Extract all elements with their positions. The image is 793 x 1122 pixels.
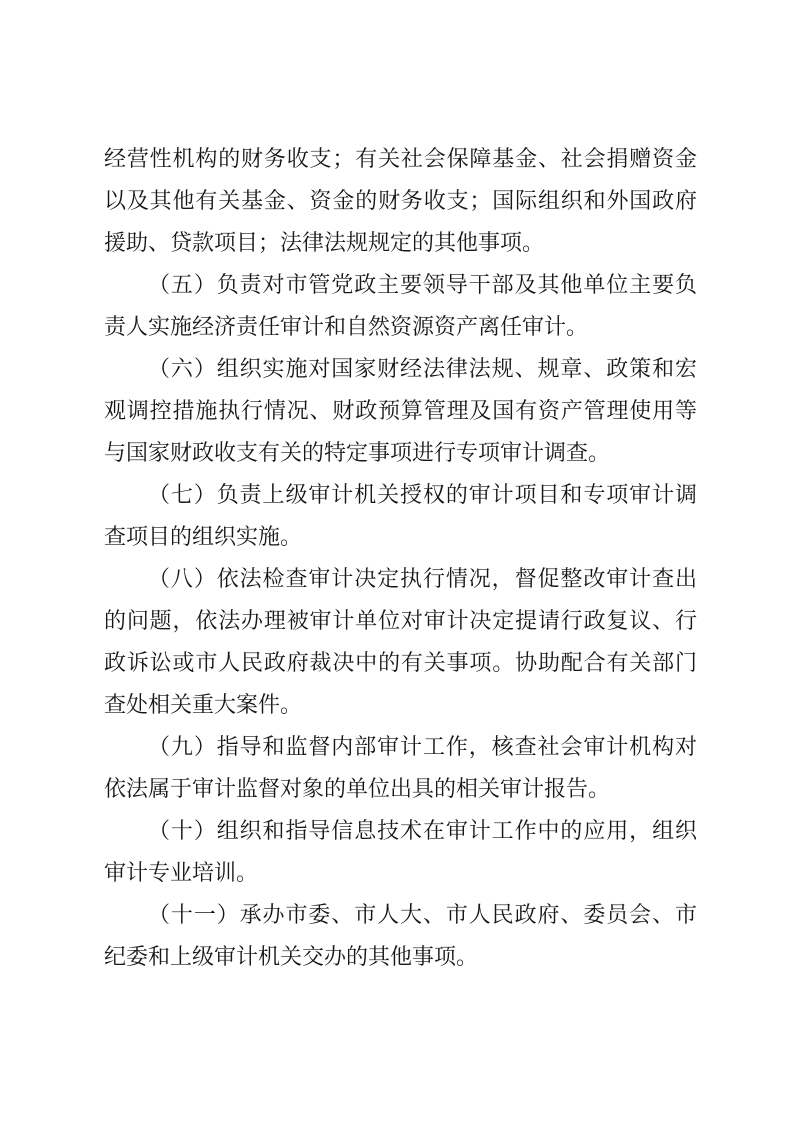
paragraph-item-9: （九）指导和监督内部审计工作，核查社会审计机构对依法属于审计监督对象的单位出具的相关审计报告。 [104,734,697,801]
paragraph-item-8: （八）依法检查审计决定执行情况，督促整改审计查出的问题，依法办理被审计单位对审计决定提请行政复议、行政诉讼或市人民政府裁决中的有关事项。协助配合有关部门查处相关重大案件。 [104,566,697,717]
paragraph-item-10: （十）组织和指导信息技术在审计工作中的应用，组织审计专业培训。 [104,818,697,885]
paragraph-item-5: （五）负责对市管党政主要领导干部及其他单位主要负责人实施经济责任审计和自然资源资产离任审计。 [104,272,697,339]
paragraph-continuation-top: 经营性机构的财务收支；有关社会保障基金、社会捐赠资金以及其他有关基金、资金的财务收支；国际组织和外国政府援助、贷款项目；法律法规规定的其他事项。 [104,146,697,255]
paragraph-item-7: （七）负责上级审计机关授权的审计项目和专项审计调查项目的组织实施。 [104,482,697,549]
document-body [104,138,697,978]
paragraph-item-11: （十一）承办市委、市人大、市人民政府、委员会、市纪委和上级审计机关交办的其他事项。 [104,902,697,969]
paragraph-item-6: （六）组织实施对国家财经法律法规、规章、政策和宏观调控措施执行情况、财政预算管理及国有资产管理使用等与国家财政收支有关的特定事项进行专项审计调查。 [104,356,697,465]
